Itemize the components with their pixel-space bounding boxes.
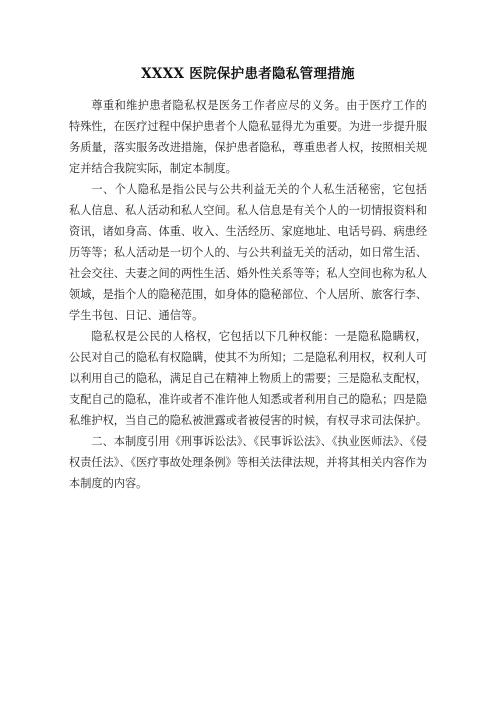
paragraph-section-2: 二、本制度引用《刑事诉讼法》、《民事诉讼法》、《执业医师法》、《侵权责任法》、《医疗事故处理条例》等相关法律法规，并将其相关内容作为本制度的内容。: [69, 435, 427, 490]
document-title: XXXX 医院保护患者隐私管理措施: [141, 66, 355, 82]
paragraph-section-1: 一、个人隐私是指公民与公共利益无关的个人私生活秘密，它包括私人信息、私人活动和私人空间。私人信息是有关个人的一切情报资料和资讯，诸如身高、体重、收入、生活经历、家庭地址、电话号码、病患经历等等；私人活动是一切个人的、与公共利益无关的活动，如日常生活、社会交往、夫妻之间的两性生活、婚外性关系等等；私人空间也称为私人领域，是指个人的隐秘范围，如身体的隐秘部位、个人居所、旅客行李、学生书包、日记、通信等。: [69, 183, 428, 322]
paragraph-intro: 尊重和维护患者隐私权是医务工作者应尽的义务。由于医疗工作的特殊性，在医疗过程中保护患者个人隐私显得尤为重要。为进一步提升服务质量，落实服务改进措施，保护患者隐私，尊重患者人权，按照相关规定并结合我院实际，制定本制度。: [69, 99, 428, 175]
document-body: [69, 95, 427, 494]
paragraph-privacy-rights: 隐私权是公民的人格权，它包括以下几种权能：一是隐私隐瞒权，公民对自己的隐私有权隐瞒，使其不为所知；二是隐私利用权，权利人可以利用自己的隐私，满足自己在精神上物质上的需要；三是隐私支配权，支配自己的隐私，准许或者不准许他人知悉或者利用自己的隐私；四是隐私维护权，当自己的隐私被泄露或者被侵害的时候，有权寻求司法保护。: [69, 330, 428, 427]
